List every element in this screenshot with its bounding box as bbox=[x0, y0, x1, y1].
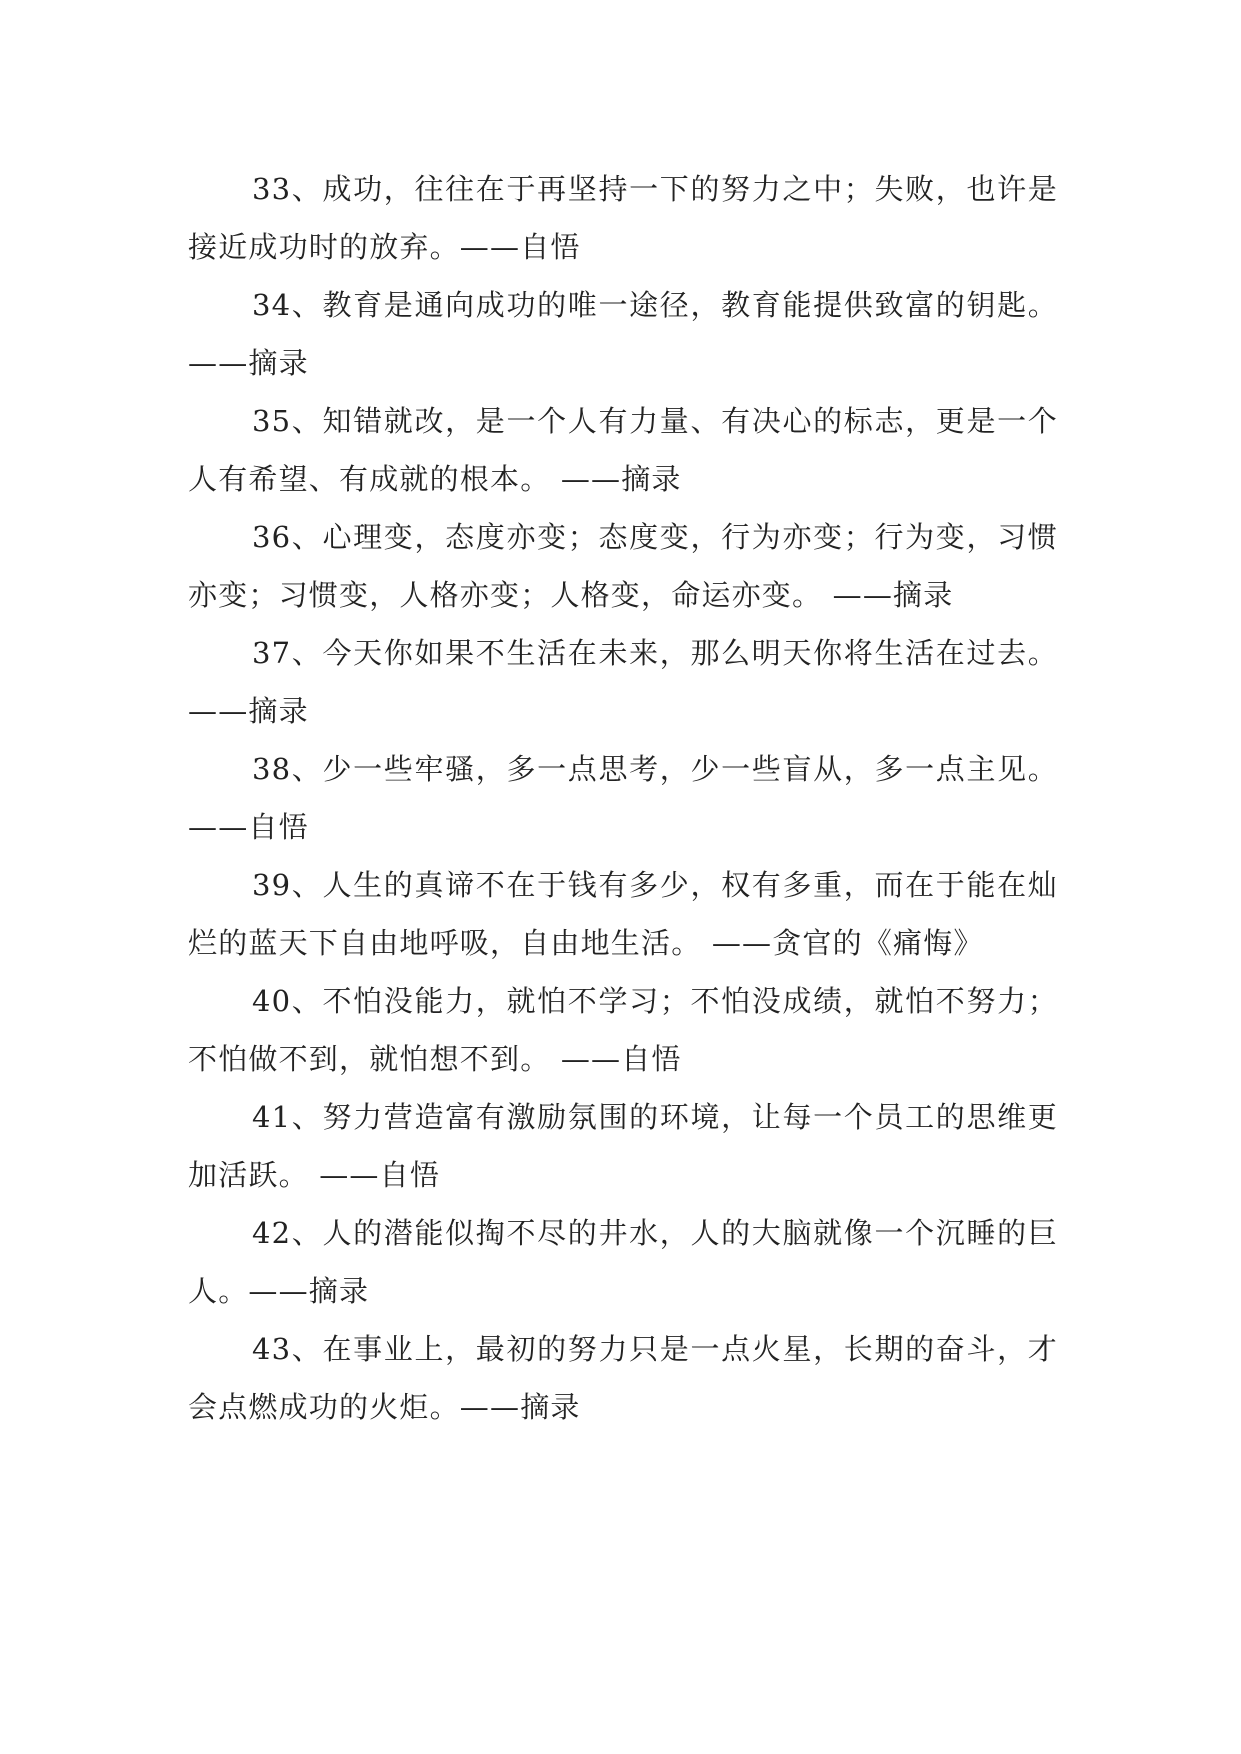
quote-separator: 、 bbox=[291, 172, 323, 206]
quote-number: 42 bbox=[252, 1216, 292, 1250]
quote-separator: 、 bbox=[291, 288, 323, 322]
quote-item bbox=[188, 1204, 1058, 1320]
quote-number: 38 bbox=[252, 752, 292, 786]
quote-item bbox=[188, 160, 1058, 276]
quote-item bbox=[188, 1088, 1058, 1204]
quote-number: 36 bbox=[252, 520, 292, 554]
quote-item bbox=[188, 392, 1058, 508]
quote-number: 33 bbox=[252, 172, 292, 206]
quote-separator: 、 bbox=[291, 520, 323, 554]
quote-item bbox=[188, 508, 1058, 624]
quote-separator: 、 bbox=[291, 1216, 323, 1250]
quote-text: 少一些牢骚，多一点思考，少一些盲从，多一点主见。 ——自悟 bbox=[188, 752, 1058, 844]
quote-number: 37 bbox=[252, 636, 292, 670]
quote-item bbox=[188, 856, 1058, 972]
quote-number: 43 bbox=[252, 1332, 292, 1366]
quote-text: 成功，往往在于再坚持一下的努力之中；失败，也许是接近成功时的放弃。——自悟 bbox=[188, 172, 1058, 264]
quote-separator: 、 bbox=[291, 752, 323, 786]
quote-item bbox=[188, 624, 1058, 740]
quote-list bbox=[188, 160, 1058, 1436]
quote-number: 35 bbox=[252, 404, 292, 438]
quote-text: 努力营造富有激励氛围的环境，让每一个员工的思维更加活跃。 ——自悟 bbox=[188, 1100, 1058, 1192]
quote-separator: 、 bbox=[291, 1100, 323, 1134]
quote-text: 知错就改，是一个人有力量、有决心的标志，更是一个人有希望、有成就的根本。 ——摘录 bbox=[188, 404, 1058, 496]
quote-text: 教育是通向成功的唯一途径，教育能提供致富的钥匙。 ——摘录 bbox=[188, 288, 1058, 380]
quote-text: 在事业上，最初的努力只是一点火星，长期的奋斗，才会点燃成功的火炬。——摘录 bbox=[188, 1332, 1058, 1424]
quote-separator: 、 bbox=[291, 404, 323, 438]
quote-text: 今天你如果不生活在未来，那么明天你将生活在过去。 ——摘录 bbox=[188, 636, 1058, 728]
quote-separator: 、 bbox=[291, 868, 323, 902]
quote-text: 人的潜能似掏不尽的井水，人的大脑就像一个沉睡的巨人。——摘录 bbox=[188, 1216, 1058, 1308]
quote-number: 34 bbox=[252, 288, 292, 322]
quote-number: 39 bbox=[252, 868, 292, 902]
quote-separator: 、 bbox=[291, 984, 323, 1018]
quote-separator: 、 bbox=[291, 1332, 323, 1366]
quote-item bbox=[188, 1320, 1058, 1436]
quote-number: 41 bbox=[252, 1100, 292, 1134]
quote-item bbox=[188, 972, 1058, 1088]
quote-separator: 、 bbox=[291, 636, 323, 670]
quote-text: 不怕没能力，就怕不学习；不怕没成绩，就怕不努力；不怕做不到，就怕想不到。 ——自悟 bbox=[188, 984, 1058, 1076]
quote-number: 40 bbox=[252, 984, 292, 1018]
quote-item bbox=[188, 740, 1058, 856]
quote-item bbox=[188, 276, 1058, 392]
quote-text: 人生的真谛不在于钱有多少，权有多重，而在于能在灿烂的蓝天下自由地呼吸，自由地生活。 ——贪官的《痛悔》 bbox=[188, 868, 1058, 960]
quote-text: 心理变，态度亦变；态度变，行为亦变；行为变，习惯亦变；习惯变，人格亦变；人格变，命运亦变。 ——摘录 bbox=[188, 520, 1058, 612]
